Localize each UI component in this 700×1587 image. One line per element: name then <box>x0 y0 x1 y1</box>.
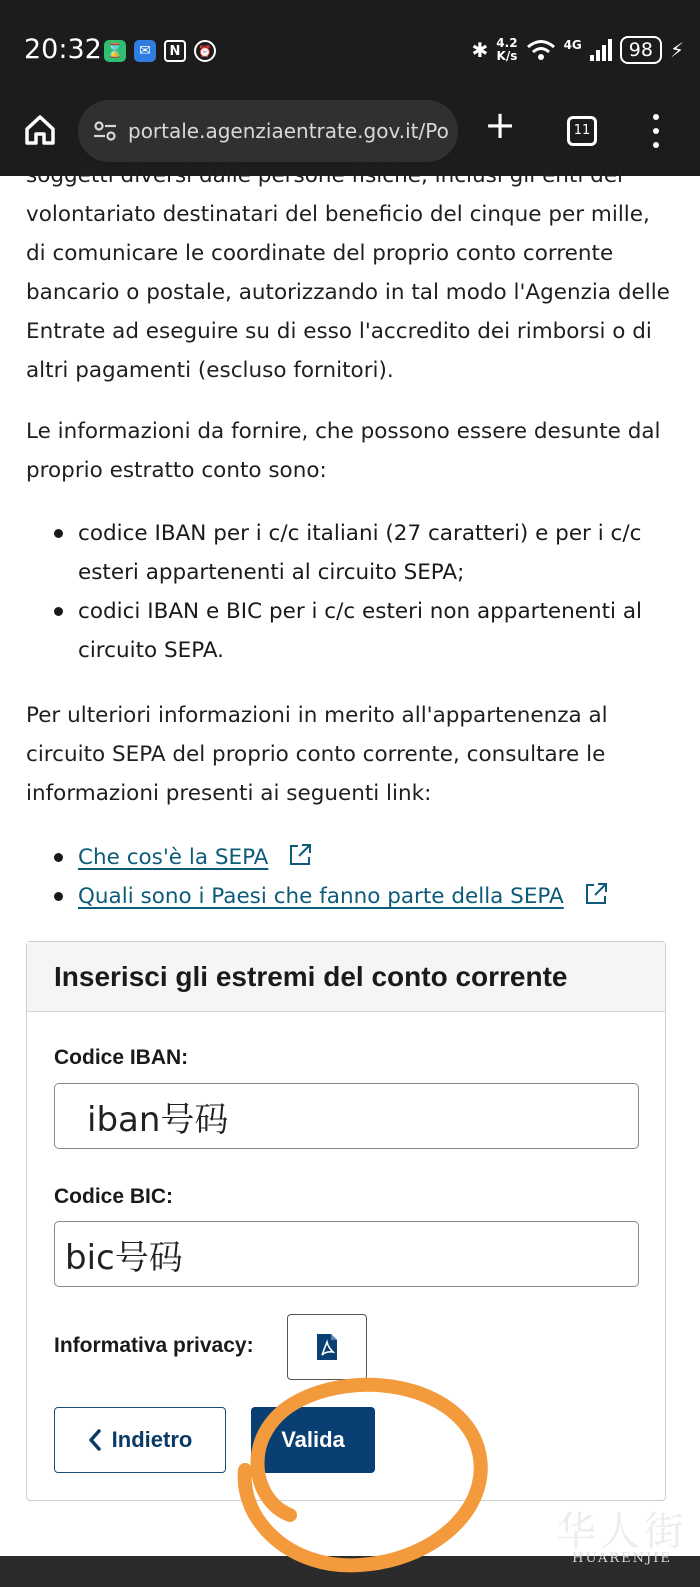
external-link-icon <box>583 881 609 907</box>
intro-paragraph: soggetti diversi dalle persone fisiche, inclusi gli enti del volontariato destinatari del beneficio del cinque per mille, di comunicare le coordinate del proprio conto corrente bancario o postale, autorizzando in tal modo l'Agenzia delle Entrate ad eseguire su di esso l'accredito dei rimborsi o di altri pagamenti (escluso fornitori). <box>26 163 670 383</box>
list-item <box>26 877 686 916</box>
bank-account-form <box>26 941 666 1501</box>
back-button-label: Indietro <box>111 1427 193 1452</box>
alarm-icon: ⏰ <box>194 40 216 62</box>
chevron-left-icon <box>88 1429 102 1451</box>
sepa-countries-link[interactable]: Quali sono i Paesi che fanno parte della SEPA <box>78 884 564 909</box>
address-bar[interactable] <box>78 100 458 162</box>
status-right <box>472 36 684 64</box>
iban-label: Codice IBAN: <box>54 1046 189 1069</box>
sepa-info-link[interactable]: Che cos'è la SEPA <box>78 845 269 870</box>
home-icon[interactable] <box>22 112 58 148</box>
privacy-pdf-button[interactable] <box>287 1314 367 1380</box>
list-item <box>26 838 686 877</box>
wifi-icon <box>526 39 556 61</box>
iban-input[interactable] <box>54 1083 639 1149</box>
network-speed: 4.2 K/s <box>496 36 518 63</box>
bic-input[interactable] <box>54 1221 639 1287</box>
browser-menu-icon[interactable] <box>650 114 662 148</box>
network-type: 4G <box>563 38 582 52</box>
requirements-list <box>26 514 686 670</box>
watermark-logo: 华人街 HUARENJIE <box>556 1509 688 1566</box>
form-title: Inserisci gli estremi del conto corrente <box>27 942 665 1012</box>
charging-icon: ⚡ <box>669 38 684 62</box>
bic-label: Codice BIC: <box>54 1185 174 1208</box>
pdf-icon <box>315 1333 339 1361</box>
external-link-icon <box>287 842 313 868</box>
url-text: portale.agenziaentrate.gov.it/Po <box>128 119 449 143</box>
nfc-icon: N <box>164 40 186 62</box>
sepa-paragraph: Per ulteriori informazioni in merito all'appartenenza al circuito SEPA del proprio conto corrente, consultare le informazioni presenti ai seguenti link: <box>26 703 608 806</box>
new-tab-button[interactable]: + <box>484 103 516 147</box>
status-bar <box>0 0 700 100</box>
mail-icon: ✉ <box>134 40 156 62</box>
bluetooth-icon: ✱ <box>471 38 489 62</box>
battery-indicator: 98 <box>620 36 662 64</box>
info-paragraph: Le informazioni da fornire, che possono essere desunte dal proprio estratto conto sono: <box>26 419 661 483</box>
signal-icon <box>590 39 612 61</box>
site-settings-icon[interactable] <box>92 118 118 144</box>
privacy-label: Informativa privacy: <box>54 1334 254 1357</box>
tab-switcher-button[interactable]: 11 <box>567 116 597 146</box>
back-button[interactable] <box>54 1407 226 1473</box>
notification-icons <box>104 40 216 62</box>
hourglass-icon: ⌛ <box>104 40 126 62</box>
status-time: 20:32 <box>24 34 102 65</box>
sepa-links-list <box>26 838 686 916</box>
validate-button[interactable]: Valida <box>251 1407 375 1473</box>
page-content <box>0 163 700 1556</box>
list-item: codice IBAN per i c/c italiani (27 caratteri) e per i c/c esteri appartenenti al circuito SEPA; <box>26 514 686 592</box>
list-item: codici IBAN e BIC per i c/c esteri non appartenenti al circuito SEPA. <box>26 592 686 670</box>
